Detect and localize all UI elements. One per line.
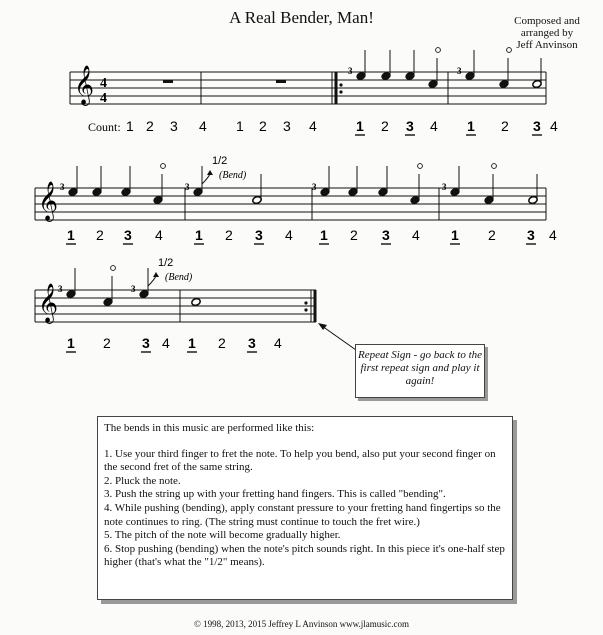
count-number: 3 xyxy=(527,227,535,243)
count-number: 3 xyxy=(406,118,414,134)
count-number: 4 xyxy=(549,227,557,243)
count-number: 1 xyxy=(67,335,75,351)
string-number: 3 xyxy=(312,182,317,192)
treble-clef-icon: 𝄞 xyxy=(38,285,59,322)
count-number: 2 xyxy=(103,335,111,351)
count-number: 1 xyxy=(126,118,134,134)
bend-label: (Bend) xyxy=(165,272,193,283)
count-number: 3 xyxy=(248,335,256,351)
count-number: 4 xyxy=(430,118,438,134)
count-number: 4 xyxy=(274,335,282,351)
count-number: 3 xyxy=(170,118,178,134)
string-number: 3 xyxy=(185,182,190,192)
count-number: 2 xyxy=(96,227,104,243)
explanation-step: 5. The pitch of the note will become gradually higher. xyxy=(104,529,341,542)
repeat-sign-callout: Repeat Sign - go back to the first repeat sign and play it again! xyxy=(355,344,485,398)
open-string-icon xyxy=(161,164,166,169)
count-number: 1 xyxy=(236,118,244,134)
count-label: Count: xyxy=(88,120,121,134)
open-string-icon xyxy=(507,48,512,53)
count-number: 4 xyxy=(309,118,317,134)
treble-clef-icon: 𝄞 xyxy=(74,67,95,104)
explanation-step: 6. Stop pushing (bending) when the note's pitch sounds right. In this piece it's one-half step higher (that's what the "1/2" means). xyxy=(104,542,505,569)
time-sig-top: 4 xyxy=(100,76,107,91)
explanation-step: 3. Push the string up with your fretting hand fingers. This is called "bending". xyxy=(104,488,446,501)
bend-arrow xyxy=(202,174,210,184)
string-number: 3 xyxy=(60,182,65,192)
explanation-step: 4. While pushing (bending), apply constant pressure to your fretting hand fingertips so the note continues to ring. (The string must continue to touch the fret wire.) xyxy=(104,501,501,528)
whole-rest-icon xyxy=(163,80,173,83)
repeat-dot xyxy=(304,308,307,311)
count-number: 3 xyxy=(533,118,541,134)
string-number: 3 xyxy=(442,182,447,192)
composer-line-2: arranged by xyxy=(520,27,574,39)
count-number: 3 xyxy=(382,227,390,243)
whole-rest-icon xyxy=(276,80,286,83)
count-number: 2 xyxy=(350,227,358,243)
staff-system-3 xyxy=(35,290,316,322)
count-number: 2 xyxy=(259,118,267,134)
count-number: 1 xyxy=(467,118,475,134)
count-number: 1 xyxy=(451,227,459,243)
bend-explanation-box xyxy=(97,416,513,600)
repeat-dot xyxy=(339,90,342,93)
count-number: 1 xyxy=(67,227,75,243)
note-head xyxy=(191,298,201,307)
count-number: 2 xyxy=(218,335,226,351)
count-number: 1 xyxy=(188,335,196,351)
bend-arrow-head-icon xyxy=(153,272,159,277)
count-number: 4 xyxy=(155,227,163,243)
string-number: 3 xyxy=(58,284,63,294)
composer-line-3: Jeff Anvinson xyxy=(516,39,578,51)
copyright-notice: © 1998, 2013, 2015 Jeffrey L Anvinson www.jlamusic.com xyxy=(194,619,409,629)
explanation-step: 2. Pluck the note. xyxy=(104,474,181,487)
count-number: 3 xyxy=(255,227,263,243)
string-number: 3 xyxy=(131,284,136,294)
open-string-icon xyxy=(111,266,116,271)
piece-title: A Real Bender, Man! xyxy=(229,8,374,27)
staff-system-2 xyxy=(35,188,546,220)
bend-amount: 1/2 xyxy=(212,155,228,167)
count-number: 3 xyxy=(142,335,150,351)
count-number: 1 xyxy=(320,227,328,243)
bend-label: (Bend) xyxy=(219,170,247,181)
bend-arrow-head-icon xyxy=(207,170,213,175)
string-number: 3 xyxy=(348,66,353,76)
bend-arrow xyxy=(148,276,156,286)
repeat-dot xyxy=(304,301,307,304)
count-number: 3 xyxy=(124,227,132,243)
open-string-icon xyxy=(418,164,423,169)
count-number: 4 xyxy=(162,335,170,351)
count-number: 1 xyxy=(356,118,364,134)
explanation-intro: The bends in this music are performed like this: xyxy=(104,422,315,434)
staff-system-1 xyxy=(70,72,546,104)
explanation-step: 1. Use your third finger to fret the note. To help you bend, also put your second finger on the second fret of the same string. xyxy=(104,447,496,474)
count-number: 2 xyxy=(381,118,389,134)
count-number: 2 xyxy=(146,118,154,134)
count-number: 1 xyxy=(195,227,203,243)
count-number: 2 xyxy=(501,118,509,134)
open-string-icon xyxy=(436,48,441,53)
bend-amount: 1/2 xyxy=(158,257,174,269)
count-number: 2 xyxy=(488,227,496,243)
count-number: 4 xyxy=(550,118,558,134)
count-number: 4 xyxy=(412,227,420,243)
string-number: 3 xyxy=(457,66,462,76)
count-number: 3 xyxy=(283,118,291,134)
callout-arrow xyxy=(322,326,356,350)
treble-clef-icon: 𝄞 xyxy=(38,183,59,220)
count-number: 4 xyxy=(199,118,207,134)
count-number: 4 xyxy=(285,227,293,243)
count-number: 2 xyxy=(225,227,233,243)
open-string-icon xyxy=(492,164,497,169)
time-sig-bottom: 4 xyxy=(100,91,107,106)
composer-line-1: Composed and xyxy=(514,15,580,27)
repeat-dot xyxy=(339,83,342,86)
